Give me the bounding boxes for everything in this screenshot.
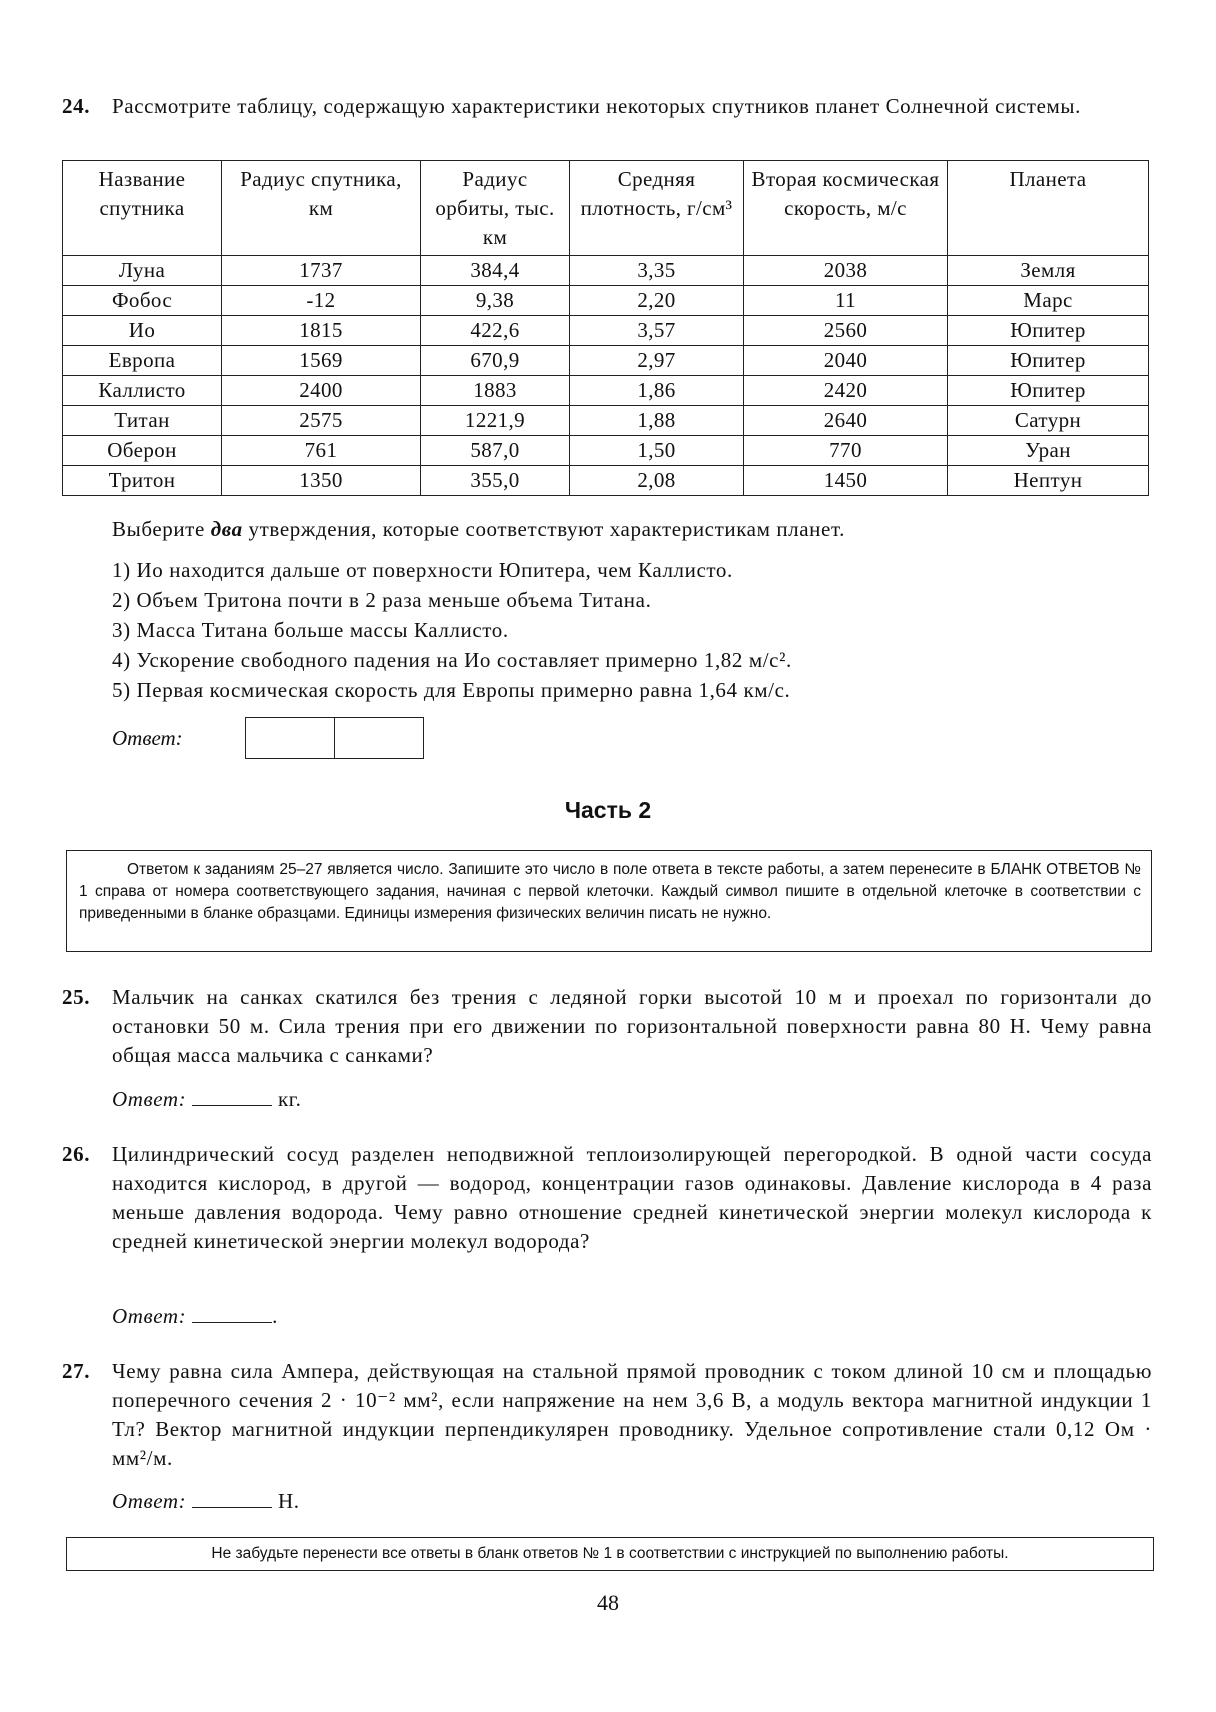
answer-unit: . [272, 1304, 278, 1328]
page-number: 48 [597, 1590, 619, 1615]
option-item: 2) Объем Тритона почти в 2 раза меньше объема Титана. [112, 588, 652, 612]
task-24-options [112, 556, 792, 706]
table-cell: Нептун [948, 466, 1149, 496]
table-cell: Ио [63, 316, 222, 346]
table-cell: 1450 [744, 466, 948, 496]
task-number: 27. [62, 1359, 91, 1383]
instructions-text: Ответом к заданиям 25–27 является число. Запишите это число в поле ответа в тексте работы, а затем перенесите в БЛАНК ОТВЕТОВ № 1 справа от номера соответствующего задания, начиная с первой клеточки. Каждый символ пишите в отдельной клеточке в соответствии с приведенными в бланке образцами. Единицы измерения физических величин писать не нужно. [79, 861, 1141, 922]
table-row [63, 376, 1149, 406]
prompt-emphasis: два [210, 517, 243, 541]
table-cell: 1,88 [570, 406, 744, 436]
table-cell: 1737 [222, 256, 421, 286]
table-cell: 2,97 [570, 346, 744, 376]
table-cell: 670,9 [421, 346, 570, 376]
table-row [63, 406, 1149, 436]
table-cell: -12 [222, 286, 421, 316]
task-text: Чему равна сила Ампера, действующая на стальной прямой проводник с током длиной 10 см и площадью поперечного сечения 2 · 10⁻² мм², если напряжение на нем 3,6 В, а модуль вектора магнитной индукции 1 Тл? Вектор магнитной индукции перпендикулярен проводнику. Удельное сопротивление стали 0,12 Ом · мм²/м. [112, 1359, 1152, 1470]
task-text: Рассмотрите таблицу, содержащую характеристики некоторых спутников планет Солнечной системы. [112, 94, 1081, 118]
table-row [63, 286, 1149, 316]
table-cell: 2420 [744, 376, 948, 406]
task-26 [62, 1140, 1152, 1256]
table-cell: 355,0 [421, 466, 570, 496]
table-row [63, 346, 1149, 376]
task-text: Мальчик на санках скатился без трения с ледяной горки высотой 10 м и проехал по горизонтали до остановки 50 м. Сила трения при его движении по горизонтальной поверхности равна 80 Н. Чему равна общая масса мальчика с санками? [112, 985, 1152, 1067]
table-row [63, 316, 1149, 346]
answer-field[interactable] [192, 1085, 272, 1106]
prompt-text: утверждения, которые соответствуют характеристикам планет. [242, 517, 845, 541]
task-number: 25. [62, 985, 91, 1009]
table-cell: Уран [948, 436, 1149, 466]
table-cell: 770 [744, 436, 948, 466]
answer-unit: Н. [277, 1489, 300, 1513]
table-cell: Юпитер [948, 376, 1149, 406]
table-cell: 2560 [744, 316, 948, 346]
table-cell: 422,6 [421, 316, 570, 346]
table-cell: 2,20 [570, 286, 744, 316]
table-cell: Земля [948, 256, 1149, 286]
answer-label: Ответ: [112, 1087, 187, 1111]
column-header: Планета [948, 161, 1149, 256]
table-cell: 1350 [222, 466, 421, 496]
table-cell: 1,50 [570, 436, 744, 466]
task-25 [62, 983, 1152, 1070]
table-header-row [63, 161, 1149, 256]
table-row [63, 466, 1149, 496]
task-number: 26. [62, 1142, 91, 1166]
table-cell: 2040 [744, 346, 948, 376]
answer-field[interactable] [192, 1487, 272, 1508]
part-2-title: Часть 2 [564, 797, 652, 823]
table-cell: Фобос [63, 286, 222, 316]
table-cell: 1,86 [570, 376, 744, 406]
table-cell: Титан [63, 406, 222, 436]
table-cell: Оберон [63, 436, 222, 466]
table-cell: 761 [222, 436, 421, 466]
table-cell: 3,35 [570, 256, 744, 286]
task-27 [62, 1357, 1152, 1473]
table-cell: Луна [63, 256, 222, 286]
answer-box [245, 717, 424, 759]
table-cell: 3,57 [570, 316, 744, 346]
task-24-intro [62, 92, 1152, 121]
table-cell: Европа [63, 346, 222, 376]
table-cell: 1221,9 [421, 406, 570, 436]
answer-label: Ответ: [112, 1489, 187, 1513]
part-2-instructions [66, 850, 1152, 952]
table-row [63, 436, 1149, 466]
table-cell: 2400 [222, 376, 421, 406]
table-cell: 587,0 [421, 436, 570, 466]
table-cell: 9,38 [421, 286, 570, 316]
table-cell: 1883 [421, 376, 570, 406]
option-item: 3) Масса Титана больше массы Каллисто. [112, 618, 509, 642]
table-cell: Юпитер [948, 346, 1149, 376]
column-header: Вторая космическая скорость, м/с [744, 161, 948, 256]
task-text: Цилиндрический сосуд разделен неподвижной теплоизолирующей перегородкой. В одной части сосуда находится кислород, в другой — водород, концентрации газов одинаковы. Давление кислорода в 4 раза меньше давления водорода. Чему равно отношение средней кинетической энергии молекул кислорода к средней кинетической энергии молекул водорода? [112, 1142, 1152, 1253]
table-cell: 1569 [222, 346, 421, 376]
task-24-prompt [112, 515, 845, 544]
table-cell: 2640 [744, 406, 948, 436]
option-item: 1) Ио находится дальше от поверхности Юпитера, чем Каллисто. [112, 558, 733, 582]
answer-unit: кг. [277, 1087, 302, 1111]
table-cell: 384,4 [421, 256, 570, 286]
option-item: 5) Первая космическая скорость для Европы примерно равна 1,64 км/с. [112, 678, 791, 702]
table-cell: 2,08 [570, 466, 744, 496]
satellites-table [62, 160, 1149, 496]
task-24-answer [112, 717, 424, 759]
column-header: Радиус спутника, км [222, 161, 421, 256]
table-cell: Сатурн [948, 406, 1149, 436]
table-cell: 1815 [222, 316, 421, 346]
column-header: Радиус орбиты, тыс. км [421, 161, 570, 256]
table-cell: Тритон [63, 466, 222, 496]
answer-label: Ответ: [112, 725, 183, 750]
answer-cell-2[interactable] [334, 718, 423, 758]
task-26-answer [112, 1302, 278, 1331]
task-27-answer [112, 1487, 300, 1516]
prompt-text: Выберите [112, 517, 211, 541]
option-item: 4) Ускорение свободного падения на Ио составляет примерно 1,82 м/с². [112, 648, 792, 672]
answer-field[interactable] [192, 1302, 272, 1323]
answer-cell-1[interactable] [246, 718, 334, 758]
table-cell: 2038 [744, 256, 948, 286]
column-header: Средняя плотность, г/см³ [570, 161, 744, 256]
table-row [63, 256, 1149, 286]
transfer-reminder: Не забудьте перенести все ответы в бланк ответов № 1 в соответствии с инструкцией по выполнению работы. [66, 1537, 1154, 1571]
table-cell: 11 [744, 286, 948, 316]
task-number: 24. [62, 94, 91, 118]
table-cell: Марс [948, 286, 1149, 316]
answer-label: Ответ: [112, 1304, 187, 1328]
table-cell: 2575 [222, 406, 421, 436]
table-cell: Юпитер [948, 316, 1149, 346]
task-25-answer [112, 1085, 301, 1114]
column-header: Название спутника [63, 161, 222, 256]
table-cell: Каллисто [63, 376, 222, 406]
